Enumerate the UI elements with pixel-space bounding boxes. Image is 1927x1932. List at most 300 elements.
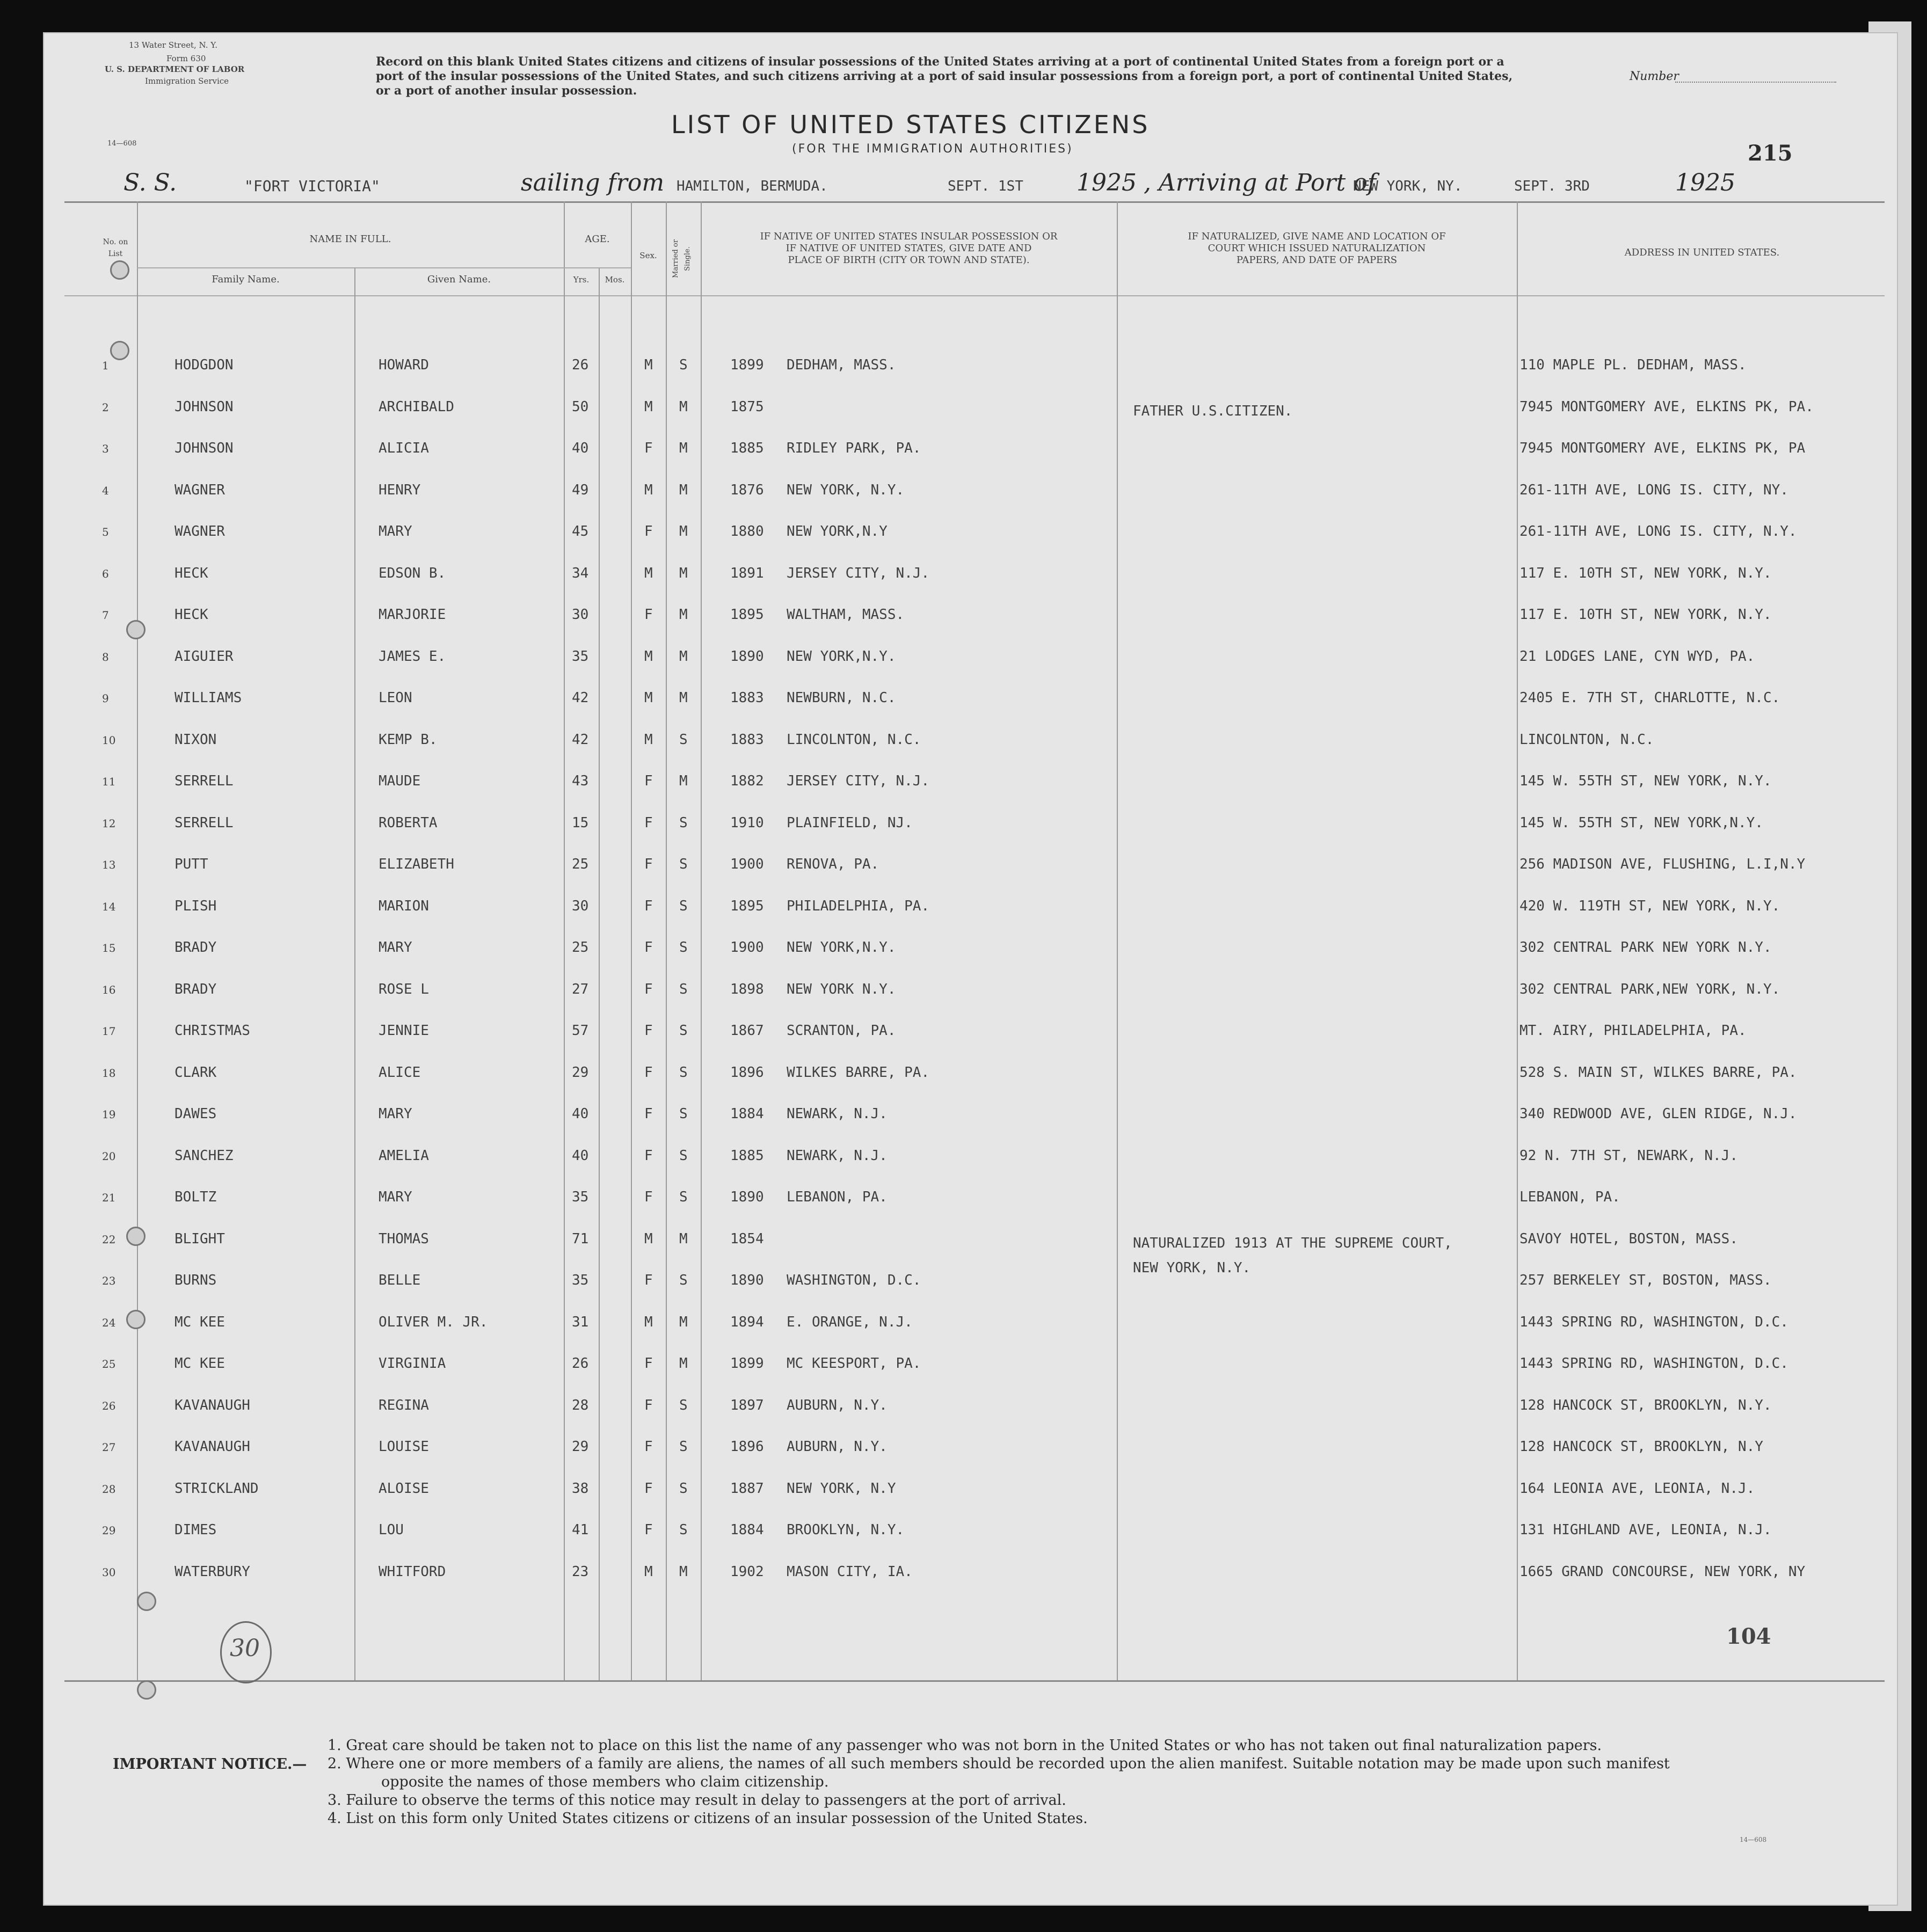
given-name: LEON (379, 690, 412, 706)
notice-label: IMPORTANT NOTICE.— (113, 1756, 307, 1773)
col-header-sex: Sex. (639, 251, 657, 260)
birth-place: PHILADELPHIA, PA. (787, 898, 930, 914)
table-row (43, 965, 1898, 1007)
birth-place: NEW YORK,N.Y (787, 523, 888, 539)
address: 528 S. MAIN ST, WILKES BARRE, PA. (1519, 1064, 1797, 1081)
age-years: 41 (572, 1522, 589, 1538)
family-name: DAWES (174, 1106, 217, 1122)
instruction-line-3: or a port of another insular possession. (376, 84, 637, 98)
table-row (43, 1506, 1898, 1547)
birth-year: 1875 (730, 398, 764, 415)
table-row (43, 1298, 1898, 1339)
sailing-label: sailing from (521, 169, 665, 196)
given-name: ROBERTA (379, 814, 438, 831)
age-years: 40 (572, 1106, 589, 1122)
birth-year: 1890 (730, 648, 764, 665)
col-header-given: Given Name. (427, 274, 491, 285)
sailing-from: HAMILTON, BERMUDA. (677, 178, 828, 194)
address: 2405 E. 7TH ST, CHARLOTTE, N.C. (1519, 690, 1780, 706)
address: 145 W. 55TH ST, NEW YORK,N.Y. (1519, 814, 1763, 831)
birth-place: AUBURN, N.Y. (787, 1397, 888, 1413)
table-row (43, 799, 1898, 840)
birth-year: 1890 (730, 1189, 764, 1205)
row-number: 24 (102, 1316, 116, 1329)
birth-place: NEW YORK,N.Y. (787, 939, 896, 956)
family-name: WILLIAMS (174, 690, 242, 706)
sex: F (644, 607, 653, 623)
punch-hole (126, 1227, 146, 1246)
given-name: HENRY (379, 482, 421, 498)
form-service: Immigration Service (145, 76, 229, 86)
birth-place: MC KEESPORT, PA. (787, 1355, 921, 1372)
table-row (43, 674, 1898, 715)
age-years: 28 (572, 1397, 589, 1413)
birth-year: 1899 (730, 1355, 764, 1372)
sex: M (644, 357, 653, 373)
sex: F (644, 1272, 653, 1288)
birth-year: 1910 (730, 814, 764, 831)
punch-hole (110, 341, 129, 360)
row-number: 5 (102, 526, 109, 538)
address: 117 E. 10TH ST, NEW YORK, N.Y. (1519, 607, 1772, 623)
table-row (43, 1215, 1898, 1276)
col-header-mos: Mos. (605, 275, 625, 285)
marital-status: S (679, 1064, 688, 1081)
birth-year: 1895 (730, 898, 764, 914)
col-header-naturalized-line-2: COURT WHICH ISSUED NATURALIZATION (1208, 243, 1426, 254)
birth-place: RENOVA, PA. (787, 856, 879, 872)
age-years: 15 (572, 814, 589, 831)
row-number: 29 (102, 1524, 116, 1537)
marital-status: S (679, 1397, 688, 1413)
row-number: 9 (102, 692, 109, 705)
marital-status: M (679, 1314, 688, 1330)
age-years: 34 (572, 565, 589, 581)
row-number: 8 (102, 650, 109, 664)
birth-place: LINCOLNTON, N.C. (787, 731, 921, 748)
col-header-address: ADDRESS IN UNITED STATES. (1624, 247, 1780, 258)
age-years: 42 (572, 690, 589, 706)
ship-name: "FORT VICTORIA" (244, 177, 380, 195)
marital-status: S (679, 856, 688, 872)
age-years: 26 (572, 357, 589, 373)
sex: F (644, 1522, 653, 1538)
birth-place: WALTHAM, MASS. (787, 607, 905, 623)
birth-place: DEDHAM, MASS. (787, 357, 896, 373)
birth-year: 1884 (730, 1106, 764, 1122)
family-name: NIXON (174, 731, 217, 748)
age-years: 29 (572, 1439, 589, 1455)
row-number: 1 (102, 359, 109, 372)
col-header-naturalized (1119, 231, 1514, 266)
given-name: KEMP B. (379, 731, 438, 748)
address: LINCOLNTON, N.C. (1519, 731, 1654, 748)
birth-year: 1882 (730, 773, 764, 789)
given-name: HOWARD (379, 357, 429, 373)
marital-status: S (679, 1189, 688, 1205)
name-age-subheader-line (137, 267, 631, 268)
marital-status: M (679, 648, 688, 665)
sex: M (644, 690, 653, 706)
address: 117 E. 10TH ST, NEW YORK, N.Y. (1519, 565, 1772, 581)
family-name: DIMES (174, 1522, 217, 1538)
age-years: 35 (572, 1272, 589, 1288)
given-name: OLIVER M. JR. (379, 1314, 488, 1330)
birth-year: 1902 (730, 1563, 764, 1580)
age-years: 23 (572, 1563, 589, 1580)
footer-number: 104 (1726, 1624, 1771, 1649)
birth-year: 1885 (730, 440, 764, 456)
col-header-family: Family Name. (212, 274, 280, 285)
marital-status: M (679, 1230, 688, 1247)
family-name: BLIGHT (174, 1230, 225, 1247)
marital-status: S (679, 814, 688, 831)
sailing-date: SEPT. 1ST (948, 178, 1023, 194)
birth-place: NEW YORK, N.Y (787, 1480, 896, 1497)
table-bottom-border (64, 1680, 1885, 1682)
table-row (43, 549, 1898, 590)
address: 256 MADISON AVE, FLUSHING, L.I,N.Y (1519, 856, 1806, 872)
family-name: BRADY (174, 981, 217, 997)
family-name: WATERBURY (174, 1563, 250, 1580)
birth-place: SCRANTON, PA. (787, 1023, 896, 1039)
marital-status: S (679, 1522, 688, 1538)
row-number: 2 (102, 400, 109, 414)
birth-place: JERSEY CITY, N.J. (787, 565, 930, 581)
table-row (43, 1381, 1898, 1423)
sex: F (644, 1355, 653, 1372)
given-name: VIRGINIA (379, 1355, 446, 1372)
sex: F (644, 814, 653, 831)
row-number: 25 (102, 1358, 116, 1370)
family-name: BRADY (174, 939, 217, 956)
age-years: 35 (572, 648, 589, 665)
age-years: 45 (572, 523, 589, 539)
sex: M (644, 565, 653, 581)
col-header-naturalized-line-3: PAPERS, AND DATE OF PAPERS (1236, 254, 1398, 266)
address: 164 LEONIA AVE, LEONIA, N.J. (1519, 1480, 1755, 1497)
sex: F (644, 773, 653, 789)
family-name: WAGNER (174, 482, 225, 498)
birth-year: 1896 (730, 1064, 764, 1081)
row-number: 23 (102, 1274, 116, 1287)
sex: F (644, 1480, 653, 1497)
family-name: KAVANAUGH (174, 1439, 250, 1455)
table-row (43, 1256, 1898, 1297)
row-number: 18 (102, 1066, 116, 1080)
col-header-name: NAME IN FULL. (309, 234, 391, 245)
sex: M (644, 1563, 653, 1580)
arrival-date: SEPT. 3RD (1514, 178, 1590, 194)
table-row (43, 840, 1898, 881)
age-years: 40 (572, 1147, 589, 1164)
col-header-birth-line-2: IF NATIVE OF UNITED STATES, GIVE DATE AND (786, 243, 1032, 254)
family-name: BURNS (174, 1272, 217, 1288)
age-years: 30 (572, 607, 589, 623)
sex: F (644, 1189, 653, 1205)
given-name: ALOISE (379, 1480, 429, 1497)
marital-status: M (679, 1563, 688, 1580)
form-number: Form 630 (166, 54, 206, 63)
given-name: LOU (379, 1522, 404, 1538)
punch-hole (126, 620, 146, 639)
col-header-naturalized-line-1: IF NATURALIZED, GIVE NAME AND LOCATION OF (1188, 231, 1446, 242)
row-number: 17 (102, 1025, 116, 1038)
birth-place: NEWBURN, N.C. (787, 690, 896, 706)
birth-place: NEW YORK,N.Y. (787, 648, 896, 665)
marital-status: M (679, 690, 688, 706)
family-name: PLISH (174, 898, 217, 914)
marital-status: S (679, 1023, 688, 1039)
naturalization: FATHER U.S.CITIZEN. (1133, 403, 1293, 419)
marital-status: S (679, 1147, 688, 1164)
given-name: ALICIA (379, 440, 429, 456)
instruction-line-1: Record on this blank United States citizens and citizens of insular possessions of the United States arriving at a port of continental United States from a foreign port or a (376, 55, 1504, 69)
sex: F (644, 1147, 653, 1164)
table-top-border (64, 201, 1885, 203)
address: MT. AIRY, PHILADELPHIA, PA. (1519, 1023, 1747, 1039)
col-header-birth-line-3: PLACE OF BIRTH (CITY OR TOWN AND STATE). (788, 254, 1030, 266)
row-number: 13 (102, 858, 116, 871)
form-department: U. S. DEPARTMENT OF LABOR (105, 64, 245, 74)
given-name: ALICE (379, 1064, 421, 1081)
family-name: SERRELL (174, 773, 234, 789)
sex: M (644, 648, 653, 665)
age-years: 38 (572, 1480, 589, 1497)
marital-status: S (679, 981, 688, 997)
family-name: HECK (174, 565, 208, 581)
form-subtitle: (FOR THE IMMIGRATION AUTHORITIES) (792, 142, 1073, 156)
page-number: 215 (1748, 141, 1793, 166)
address: 21 LODGES LANE, CYN WYD, PA. (1519, 648, 1755, 665)
row-number: 7 (102, 609, 109, 622)
family-name: BOLTZ (174, 1189, 217, 1205)
row-number: 28 (102, 1482, 116, 1496)
age-years: 40 (572, 440, 589, 456)
family-name: KAVANAUGH (174, 1397, 250, 1413)
row-number: 12 (102, 816, 116, 830)
address: 302 CENTRAL PARK NEW YORK N.Y. (1519, 939, 1772, 956)
address: 420 W. 119TH ST, NEW YORK, N.Y. (1519, 898, 1780, 914)
given-name: LOUISE (379, 1439, 429, 1455)
table-row (43, 1048, 1898, 1090)
marital-status: M (679, 398, 688, 415)
given-name: MARY (379, 939, 412, 956)
age-years: 71 (572, 1230, 589, 1247)
birth-place: E. ORANGE, N.J. (787, 1314, 913, 1330)
row-number: 27 (102, 1441, 116, 1454)
address: SAVOY HOTEL, BOSTON, MASS. (1519, 1230, 1738, 1247)
marital-status: S (679, 1106, 688, 1122)
col-header-married-single: Married or Single. (672, 239, 692, 278)
birth-place: LEBANON, PA. (787, 1189, 888, 1205)
age-years: 25 (572, 856, 589, 872)
row-number: 15 (102, 942, 116, 954)
given-name: EDSON B. (379, 565, 446, 581)
birth-year: 1884 (730, 1522, 764, 1538)
age-years: 26 (572, 1355, 589, 1372)
given-name: ELIZABETH (379, 856, 454, 872)
birth-place: AUBURN, N.Y. (787, 1439, 888, 1455)
marital-status: S (679, 1272, 688, 1288)
notice-item-2: 2. Where one or more members of a family are aliens, the names of all such members should be recorded upon the alien manifest. Suitable notation may be made upon such manifest (328, 1755, 1670, 1772)
sex: M (644, 1230, 653, 1247)
age-years: 35 (572, 1189, 589, 1205)
marital-status: M (679, 482, 688, 498)
birth-year: 1854 (730, 1230, 764, 1247)
family-name: MC KEE (174, 1355, 225, 1372)
address: 257 BERKELEY ST, BOSTON, MASS. (1519, 1272, 1772, 1288)
row-number: 19 (102, 1108, 116, 1121)
sex: F (644, 898, 653, 914)
address: 128 HANCOCK ST, BROOKLYN, N.Y (1519, 1439, 1763, 1455)
marital-status: S (679, 939, 688, 956)
family-name: WAGNER (174, 523, 225, 539)
sex: F (644, 1064, 653, 1081)
birth-year: 1883 (730, 731, 764, 748)
notice-item-3: 3. Failure to observe the terms of this notice may result in delay to passengers at the port of arrival. (328, 1792, 1066, 1809)
marital-status: M (679, 773, 688, 789)
birth-year: 1883 (730, 690, 764, 706)
marital-status: M (679, 523, 688, 539)
family-name: STRICKLAND (174, 1480, 259, 1497)
birth-year: 1899 (730, 357, 764, 373)
marital-status: S (679, 1439, 688, 1455)
table-row (43, 424, 1898, 465)
family-name: CLARK (174, 1064, 217, 1081)
given-name: JENNIE (379, 1023, 429, 1039)
marital-status: S (679, 1480, 688, 1497)
address: 128 HANCOCK ST, BROOKLYN, N.Y. (1519, 1397, 1772, 1413)
arriving-label: , Arriving at Port of (1144, 169, 1376, 196)
number-label: Number (1630, 70, 1679, 83)
given-name: REGINA (379, 1397, 429, 1413)
sex: F (644, 1439, 653, 1455)
row-number: 20 (102, 1149, 116, 1163)
age-years: 42 (572, 731, 589, 748)
col-header-birth (703, 231, 1114, 266)
table-row (43, 507, 1898, 549)
given-name: MARY (379, 1189, 412, 1205)
sex: F (644, 1397, 653, 1413)
age-years: 49 (572, 482, 589, 498)
address: LEBANON, PA. (1519, 1189, 1620, 1205)
age-years: 27 (572, 981, 589, 997)
sex: F (644, 856, 653, 872)
table-row (43, 383, 1898, 424)
row-number: 3 (102, 442, 109, 455)
address: 302 CENTRAL PARK,NEW YORK, N.Y. (1519, 981, 1780, 997)
birth-year: 1890 (730, 1272, 764, 1288)
ss-label: S. S. (123, 169, 177, 196)
row-number: 6 (102, 567, 109, 580)
sex: M (644, 398, 653, 415)
col-header-age: AGE. (585, 234, 610, 245)
marital-status: M (679, 607, 688, 623)
arrival-port: NEW YORK, NY. (1353, 178, 1463, 194)
notice-item-4: 4. List on this form only United States citizens or citizens of an insular possession of the United States. (328, 1810, 1088, 1827)
notice-item-1: 1. Great care should be taken not to place on this list the name of any passenger who was not born in the United States or who has not taken out final naturalization papers. (328, 1737, 1602, 1754)
birth-place: NEW YORK, N.Y. (787, 482, 905, 498)
marital-status: S (679, 898, 688, 914)
age-years: 30 (572, 898, 589, 914)
birth-year: 1880 (730, 523, 764, 539)
family-name: JOHNSON (174, 398, 234, 415)
instruction-line-2: port of the insular possessions of the United States, and such citizens arriving at a port of said insular possessions from a foreign port, a port of continental United States, (376, 69, 1513, 83)
table-row (43, 1007, 1898, 1048)
col-header-no: No. on List (103, 238, 128, 258)
birth-year: 1900 (730, 939, 764, 956)
address: 340 REDWOOD AVE, GLEN RIDGE, N.J. (1519, 1106, 1797, 1122)
sex: F (644, 939, 653, 956)
sailing-year: 1925 (1077, 169, 1137, 196)
family-name: HODGDON (174, 357, 234, 373)
address: 261-11TH AVE, LONG IS. CITY, N.Y. (1519, 523, 1797, 539)
header-bottom-border (64, 295, 1885, 296)
sex: M (644, 1314, 653, 1330)
row-number: 11 (102, 775, 116, 788)
given-name: THOMAS (379, 1230, 429, 1247)
given-name: JAMES E. (379, 648, 446, 665)
col-header-yrs: Yrs. (573, 275, 590, 285)
marital-status: M (679, 565, 688, 581)
address: 92 N. 7TH ST, NEWARK, N.J. (1519, 1147, 1738, 1164)
table-row (43, 1173, 1898, 1214)
marital-status: S (679, 357, 688, 373)
address: 131 HIGHLAND AVE, LEONIA, N.J. (1519, 1522, 1772, 1538)
birth-place: NEWARK, N.J. (787, 1106, 888, 1122)
family-name: AIGUIER (174, 648, 234, 665)
given-name: ROSE L (379, 981, 429, 997)
table-row (43, 716, 1898, 757)
naturalization: NATURALIZED 1913 AT THE SUPREME COURT, NEW YORK, N.Y. (1133, 1235, 1452, 1276)
row-number: 16 (102, 983, 116, 996)
age-years: 25 (572, 939, 589, 956)
punch-hole (126, 1310, 146, 1329)
arrival-year: 1925 (1675, 169, 1735, 196)
address: 1665 GRAND CONCOURSE, NEW YORK, NY (1519, 1563, 1806, 1580)
footer-code: 14—608 (1740, 1836, 1767, 1843)
marital-status: M (679, 440, 688, 456)
col-header-birth-line-1: IF NATIVE OF UNITED STATES INSULAR POSSESSION OR (760, 231, 1058, 242)
birth-year: 1885 (730, 1147, 764, 1164)
table-row (43, 1132, 1898, 1173)
row-number: 22 (102, 1233, 116, 1246)
sex: F (644, 523, 653, 539)
birth-year: 1894 (730, 1314, 764, 1330)
age-years: 43 (572, 773, 589, 789)
sex: F (644, 440, 653, 456)
table-row (43, 466, 1898, 507)
row-number: 30 (102, 1565, 116, 1579)
given-name: MARION (379, 898, 429, 914)
table-row (43, 632, 1898, 674)
marital-status: M (679, 1355, 688, 1372)
family-name: CHRISTMAS (174, 1023, 250, 1039)
sex: F (644, 1023, 653, 1039)
address: 110 MAPLE PL. DEDHAM, MASS. (1519, 357, 1747, 373)
given-name: BELLE (379, 1272, 421, 1288)
sex: M (644, 731, 653, 748)
notice-item-2-cont: opposite the names of those members who claim citizenship. (381, 1774, 829, 1790)
birth-place: MASON CITY, IA. (787, 1563, 913, 1580)
birth-place: WASHINGTON, D.C. (787, 1272, 921, 1288)
address: 261-11TH AVE, LONG IS. CITY, NY. (1519, 482, 1788, 498)
table-row (43, 1090, 1898, 1131)
birth-year: 1887 (730, 1480, 764, 1497)
given-name: MARY (379, 523, 412, 539)
birth-place: RIDLEY PARK, PA. (787, 440, 921, 456)
